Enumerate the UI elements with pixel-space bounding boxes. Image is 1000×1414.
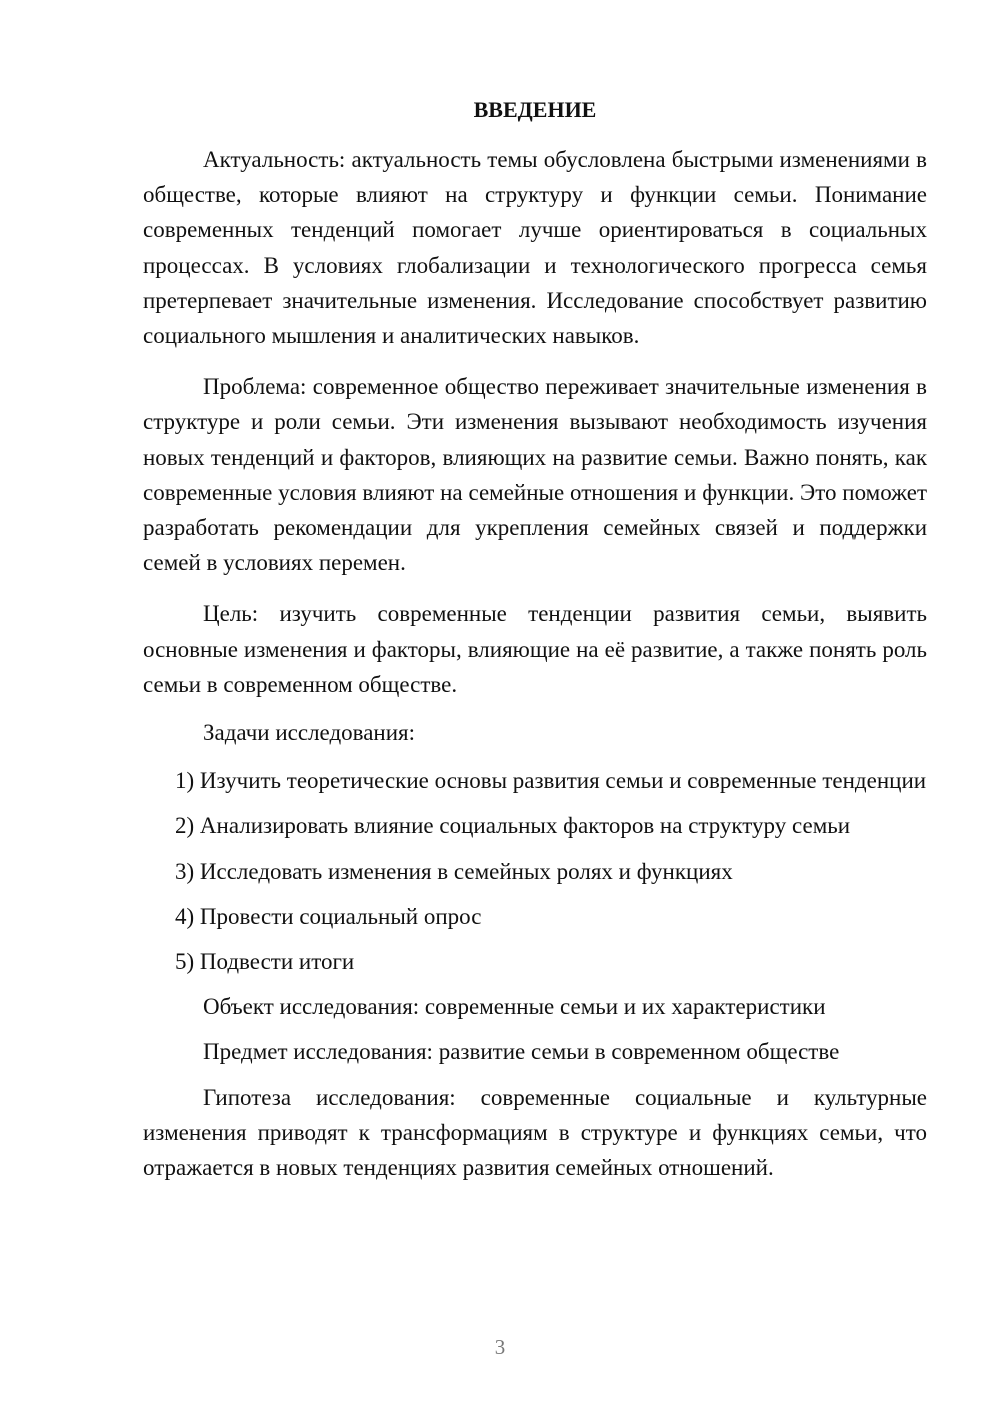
object-paragraph: Объект исследования: современные семьи и их характеристики	[203, 994, 826, 1020]
task-item-1: 1) Изучить теоретические основы развития семьи и современные тенденции	[175, 768, 927, 794]
page-content	[143, 92, 927, 1185]
task-item-5: 5) Подвести итоги	[175, 949, 355, 975]
relevance-paragraph: Актуальность: актуальность темы обусловлена быстрыми изменениями в обществе, которые влияют на структуру и функции семьи. Понимание современных тенденций помогает лучше ориентироваться в социальных процессах. В условиях глобализации и технологического прогресса семья претерпевает значительные изменения. Исследование способствует развитию социального мышления и аналитических навыков.	[143, 147, 927, 349]
task-item-2: 2) Анализировать влияние социальных факторов на структуру семьи	[175, 813, 851, 839]
page-title: ВВЕДЕНИЕ	[473, 97, 597, 122]
task-item-4: 4) Провести социальный опрос	[175, 903, 482, 929]
problem-paragraph: Проблема: современное общество переживает значительные изменения в структуре и роли семьи. Эти изменения вызывают необходимость изучения новых тенденций и факторов, влияющих на развитие семьи. Важно понять, как современные условия влияют на семейные отношения и функции. Это поможет разработать рекомендации для укрепления семейных связей и поддержки семей в условиях перемен.	[143, 374, 927, 576]
subject-paragraph: Предмет исследования: развитие семьи в современном обществе	[203, 1039, 840, 1065]
tasks-heading: Задачи исследования:	[203, 720, 416, 746]
hypothesis-paragraph: Гипотеза исследования: современные социальные и культурные изменения приводят к трансформациям в структуре и функциях семьи, что отражается в новых тенденциях развития семейных отношений.	[143, 1084, 927, 1181]
page-number: 3	[494, 1335, 506, 1359]
goal-paragraph: Цель: изучить современные тенденции развития семьи, выявить основные изменения и факторы, влияющие на её развитие, а также понять роль семьи в современном обществе.	[143, 601, 927, 697]
task-item-3: 3) Исследовать изменения в семейных ролях и функциях	[175, 858, 733, 884]
